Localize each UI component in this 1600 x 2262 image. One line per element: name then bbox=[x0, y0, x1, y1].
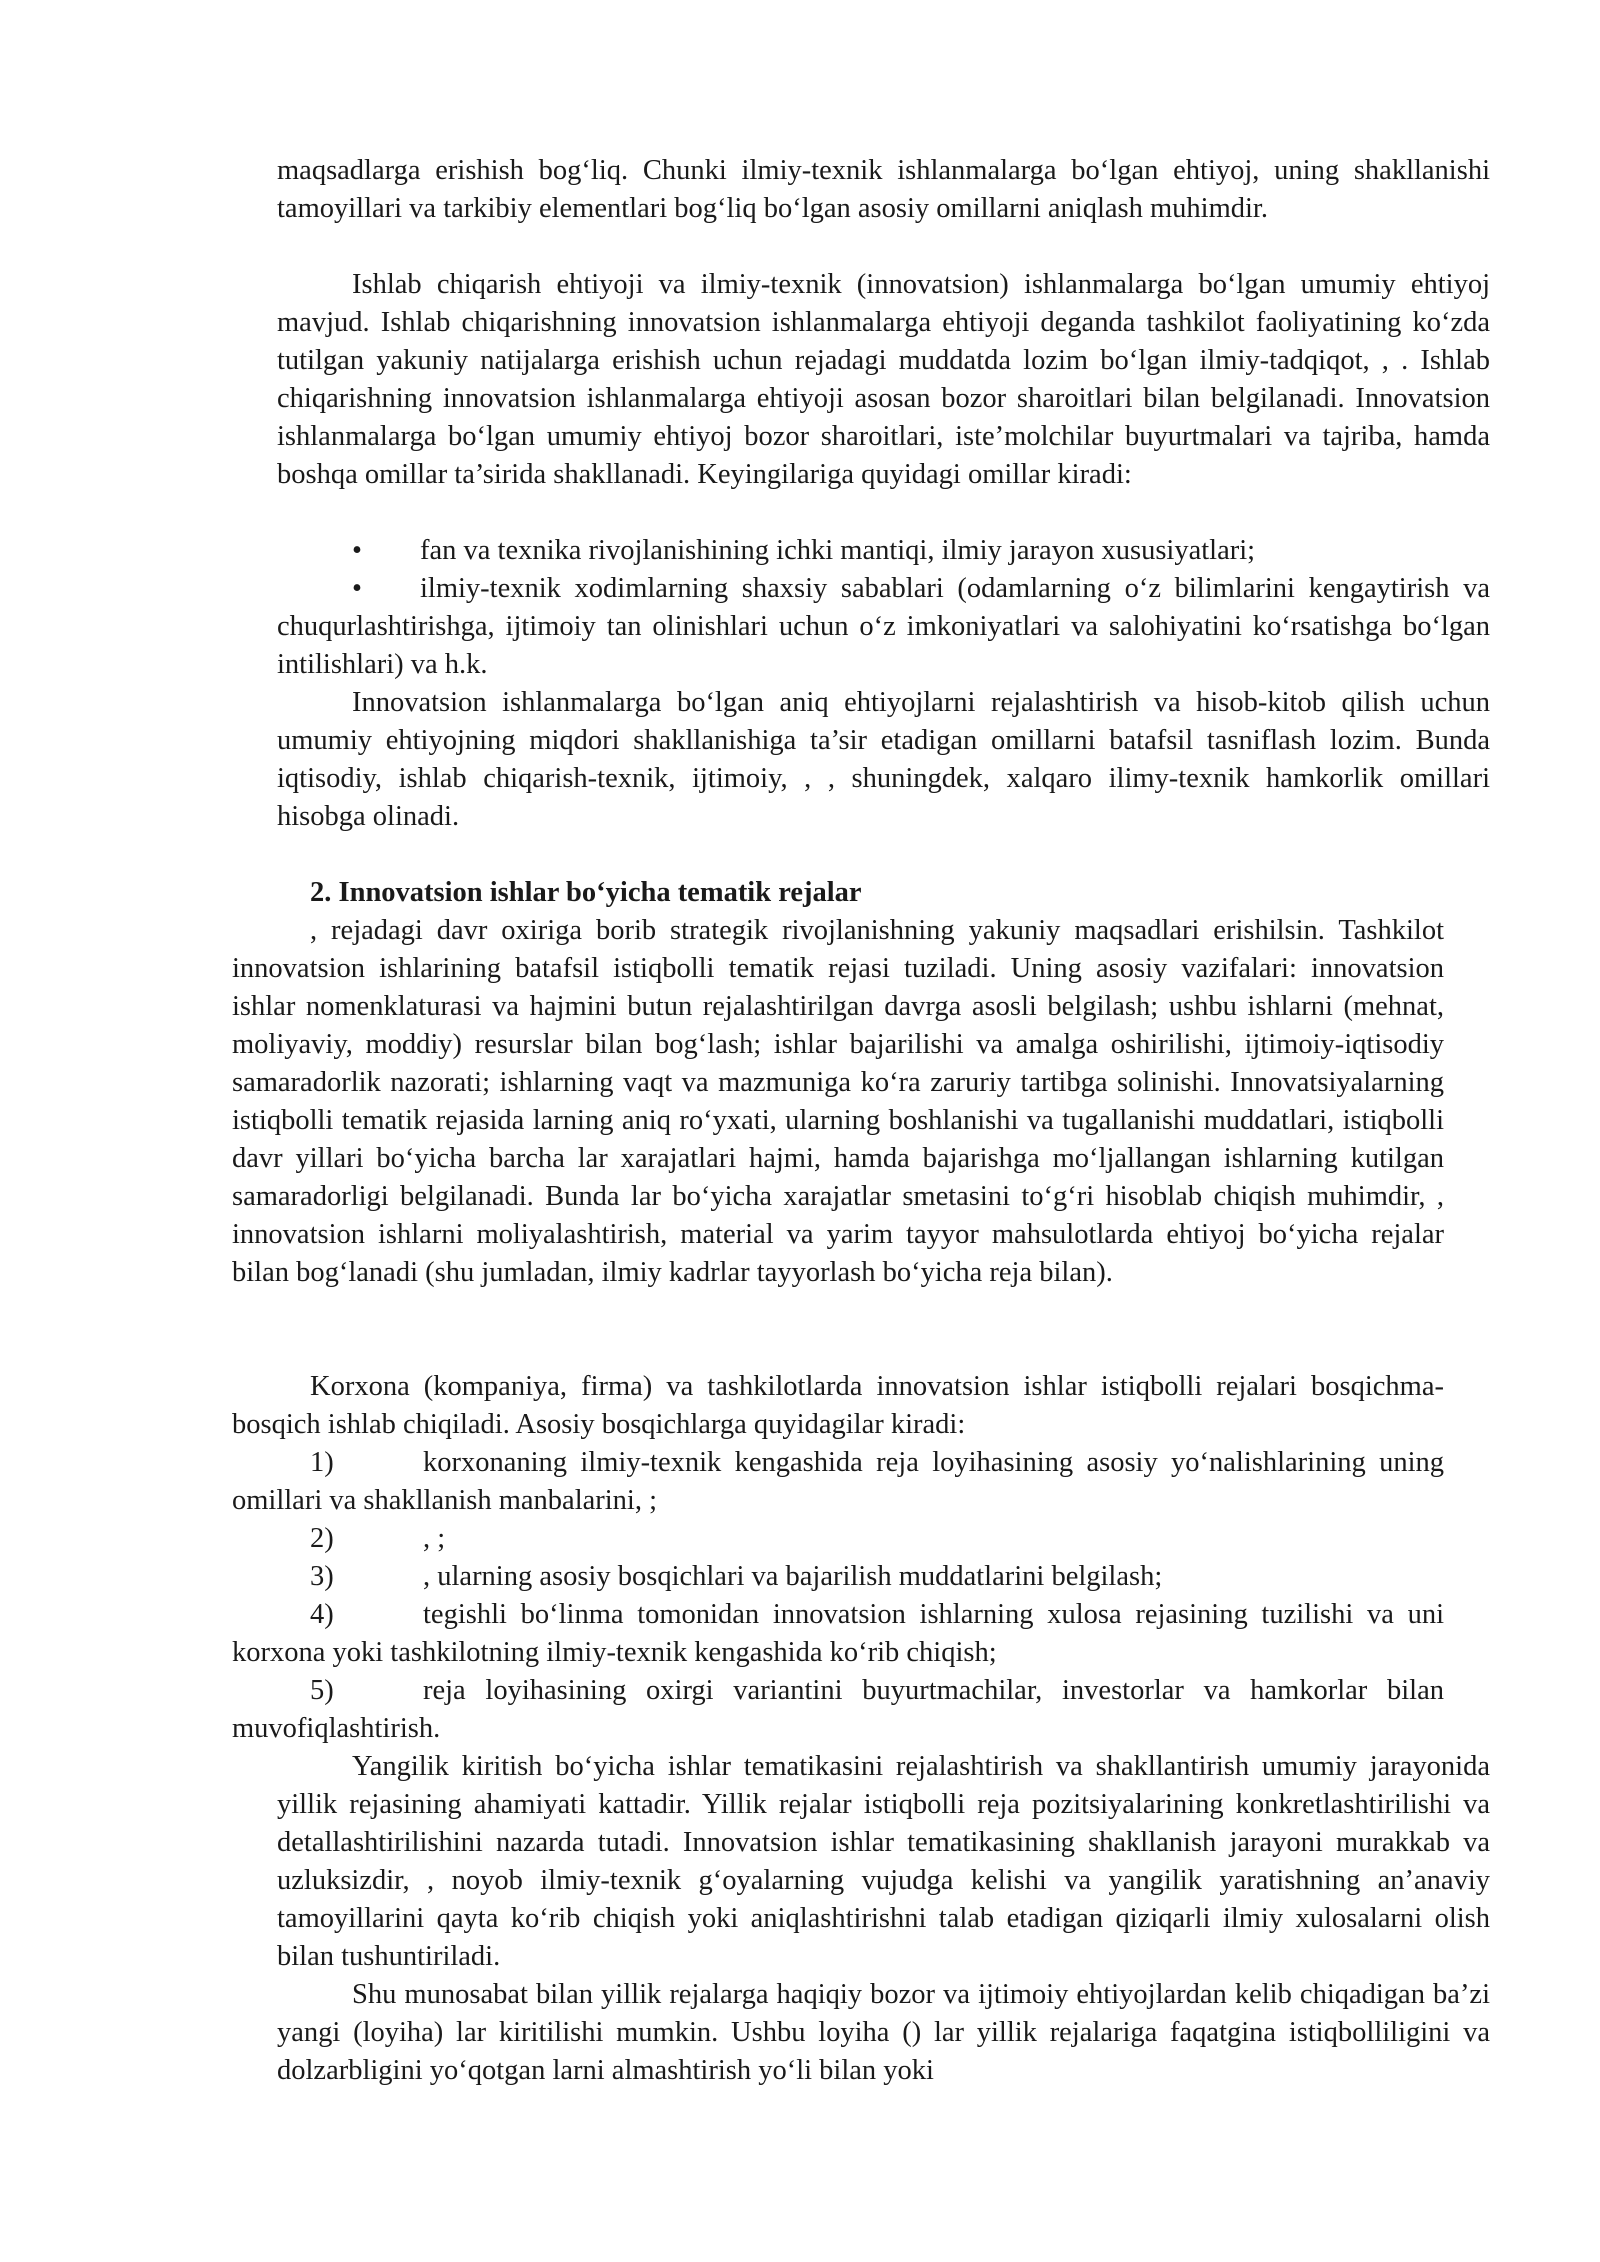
list-item bbox=[277, 570, 1490, 684]
item-text: korxonaning ilmiy-texnik kengashida reja loyihasining asosiy yo‘nalishlarining uning omillari va shakllanish manbalarini, ; bbox=[232, 1447, 1444, 1516]
item-number: 3) bbox=[310, 1561, 334, 1592]
numbered-item bbox=[232, 1558, 1444, 1596]
section-heading: 2. Innovatsion ishlar bo‘yicha tematik rejalar bbox=[310, 877, 862, 908]
paragraph: Korxona (kompaniya, firma) va tashkilotlarda innovatsion ishlar istiqbolli rejalari bosqichma-bosqich ishlab chiqiladi. Asosiy bosqichlarga quyidagilar kiradi: bbox=[232, 1371, 1444, 1440]
item-number: 1) bbox=[310, 1447, 334, 1478]
list-item-text: fan va texnika rivojlanishining ichki mantiqi, ilmiy jarayon xususiyatlari; bbox=[420, 535, 1256, 566]
item-number: 4) bbox=[310, 1599, 334, 1630]
item-text: tegishli bo‘linma tomonidan innovatsion ishlarning xulosa rejasining tuzilishi va uni korxona yoki tashkilotning ilmiy-texnik kengashida ko‘rib chiqish; bbox=[232, 1599, 1444, 1668]
bullet-marker: • bbox=[352, 573, 362, 604]
item-number: 5) bbox=[310, 1675, 334, 1706]
numbered-item bbox=[232, 1596, 1444, 1672]
bullet-marker: • bbox=[352, 535, 362, 566]
paragraph: Shu munosabat bilan yillik rejalarga haqiqiy bozor va ijtimoiy ehtiyojlardan kelib chiqadigan ba’zi yangi (loyiha) lar kiritilishi mumkin. Ushbu loyiha () lar yillik rejalariga faqatgina istiqbolliligini va dolzarbligini yo‘qotgan larni almashtirish yo‘li bilan yoki bbox=[277, 1979, 1490, 2086]
numbered-item bbox=[232, 1444, 1444, 1520]
item-text: , ularning asosiy bosqichlari va bajarilish muddatlarini belgilash; bbox=[423, 1561, 1163, 1592]
list-item bbox=[277, 532, 1490, 570]
numbered-item bbox=[232, 1672, 1444, 1748]
numbered-item bbox=[232, 1520, 1444, 1558]
list-item-text: ilmiy-texnik xodimlarning shaxsiy sabablari (odamlarning o‘z bilimlarini kengaytirish va chuqurlashtirishga, ijtimoiy tan olinishlari uchun o‘z imkoniyatlari va salohiyatini ko‘rsatishga bo‘lgan intilishlari) va h.k. bbox=[277, 573, 1490, 680]
paragraph: maqsadlarga erishish bog‘liq. Chunki ilmiy-texnik ishlanmalarga bo‘lgan ehtiyoj, uning shakllanishi tamoyillari va tarkibiy elementlari bog‘liq bo‘lgan asosiy omillarni aniqlash muhimdir. bbox=[277, 155, 1490, 224]
paragraph: Yangilik kiritish bo‘yicha ishlar tematikasini rejalashtirish va shakllantirish umumiy jarayonida yillik rejasining ahamiyati kattadir. Yillik rejalar istiqbolli reja pozitsiyalarining konkretlashtirilishi va detallashtirilishini nazarda tutadi. Innovatsion ishlar tematikasining shakllanish jarayoni murakkab va uzluksizdir, , noyob ilmiy-texnik g‘oyalarning vujudga kelishi va yangilik yaratishning an’anaviy tamoyillarini qayta ko‘rib chiqish yoki aniqlashtirishni talab etadigan qiziqarli ilmiy xulosalarni olish bilan tushuntiriladi. bbox=[277, 1751, 1490, 1972]
paragraph: Innovatsion ishlanmalarga bo‘lgan aniq ehtiyojlarni rejalashtirish va hisob-kitob qilish uchun umumiy ehtiyojning miqdori shakllanishiga ta’sir etadigan omillarni batafsil tasniflash lozim. Bunda iqtisodiy, ishlab chiqarish-texnik, ijtimoiy, , , shuningdek, xalqaro ilimy-texnik hamkorlik omillari hisobga olinadi. bbox=[277, 687, 1490, 832]
paragraph: Ishlab chiqarish ehtiyoji va ilmiy-texnik (innovatsion) ishlanmalarga bo‘lgan umumiy ehtiyoj mavjud. Ishlab chiqarishning innovatsion ishlanmalarga ehtiyoji deganda tashkilot faoliyatining ko‘zda tutilgan yakuniy natijalarga erishish uchun rejadagi muddatda lozim bo‘lgan ilmiy-tadqiqot, , . Ishlab chiqarishning innovatsion ishlanmalarga ehtiyoji asosan bozor sharoitlari bilan belgilanadi. Innovatsion ishlanmalarga bo‘lgan umumiy ehtiyoj bozor sharoitlari, iste’molchilar buyurtmalari va tajriba, hamda boshqa omillar ta’sirida shakllanadi. Keyingilariga quyidagi omillar kiradi: bbox=[277, 269, 1490, 490]
item-text: , ; bbox=[423, 1523, 446, 1554]
paragraph: , rejadagi davr oxiriga borib strategik rivojlanishning yakuniy maqsadlari erishilsin. Tashkilot innovatsion ishlarining batafsil istiqbolli tematik rejasi tuziladi. Uning asosiy vazifalari: innovatsion ishlar nomenklaturasi va hajmini butun rejalashtirilgan davrga asosli belgilash; ushbu ishlarni (mehnat, moliyaviy, moddiy) resurslar bilan bog‘lash; ishlar bajarilishi va amalga oshirilishi, ijtimoiy-iqtisodiy samaradorlik nazorati; ishlarning vaqt va mazmuniga ko‘ra zaruriy tartibga solinishi. Innovatsiyalarning istiqbolli tematik rejasida larning aniq ro‘yxati, ularning boshlanishi va tugallanishi muddatlari, istiqbolli davr yillari bo‘yicha barcha lar xarajatlari hajmi, hamda bajarishga mo‘ljallangan ishlarning kutilgan samaradorligi belgilanadi. Bunda lar bo‘yicha xarajatlar smetasini to‘g‘ri hisoblab chiqish muhimdir, , innovatsion ishlarni moliyalashtirish, material va yarim tayyor mahsulotlarda ehtiyoj bo‘yicha rejalar bilan bog‘lanadi (shu jumladan, ilmiy kadrlar tayyorlash bo‘yicha reja bilan). bbox=[232, 915, 1444, 1288]
item-number: 2) bbox=[310, 1523, 334, 1554]
item-text: reja loyihasining oxirgi variantini buyurtmachilar, investorlar va hamkorlar bilan muvofiqlashtirish. bbox=[232, 1675, 1444, 1744]
